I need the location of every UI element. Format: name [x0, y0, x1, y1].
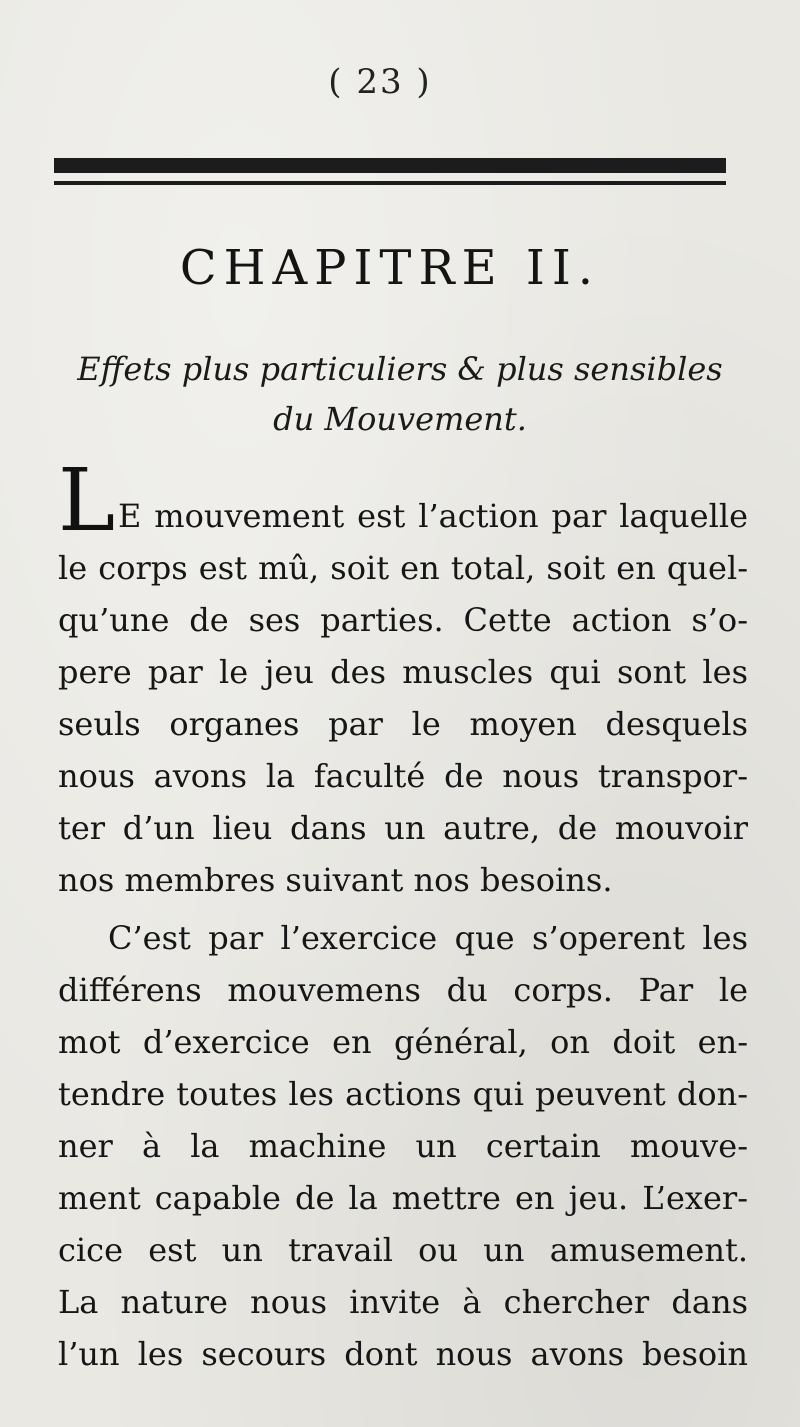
chapter-title: CHAPITRE II. — [179, 240, 601, 296]
drop-cap-letter: L — [58, 451, 116, 551]
page-number: ( 23 ) — [328, 62, 432, 102]
paragraph-2-line: C’est par l’exercice que s’operent les — [108, 919, 748, 957]
paragraph-2 — [58, 912, 748, 1380]
paragraph-1-line: pere par le jeu des muscles qui sont les — [58, 653, 748, 691]
paragraph-2-line: ment capable de la mettre en jeu. L’exer- — [58, 1179, 748, 1217]
paragraph-2-line: l’un les secours dont nous avons besoin — [58, 1335, 748, 1373]
paragraph-1-line: E mouvement est l’action par laquelle — [118, 497, 748, 535]
paragraph-1-line: nos membres suivant nos besoins. — [58, 861, 613, 899]
chapter-subtitle-line-2: du Mouvement. — [273, 400, 527, 438]
chapter-subtitle-line-1: Effets plus particuliers & plus sensibles — [77, 350, 723, 388]
paragraph-2-line: tendre toutes les actions qui peuvent don- — [58, 1075, 748, 1113]
paragraph-1 — [58, 490, 748, 906]
paragraph-2-line: mot d’exercice en général, on doit en- — [58, 1023, 748, 1061]
paragraph-1-line: ter d’un lieu dans un autre, de mouvoir — [58, 809, 748, 847]
paragraph-2-line: cice est un travail ou un amusement. — [58, 1231, 748, 1269]
paragraph-1-line: seuls organes par le moyen desquels — [58, 705, 748, 743]
paragraph-2-line: La nature nous invite à chercher dans — [58, 1283, 748, 1321]
header-rule-thick — [54, 158, 726, 173]
paragraph-1-line: qu’une de ses parties. Cette action s’o- — [58, 601, 748, 639]
paragraph-1-line: nous avons la faculté de nous transpor- — [58, 757, 748, 795]
paragraph-2-line: ner à la machine un certain mouve- — [58, 1127, 748, 1165]
paragraph-1-line: le corps est mû, soit en total, soit en quel- — [58, 549, 748, 587]
header-rule-thin — [54, 181, 726, 185]
paragraph-2-line: différens mouvemens du corps. Par le — [58, 971, 748, 1009]
